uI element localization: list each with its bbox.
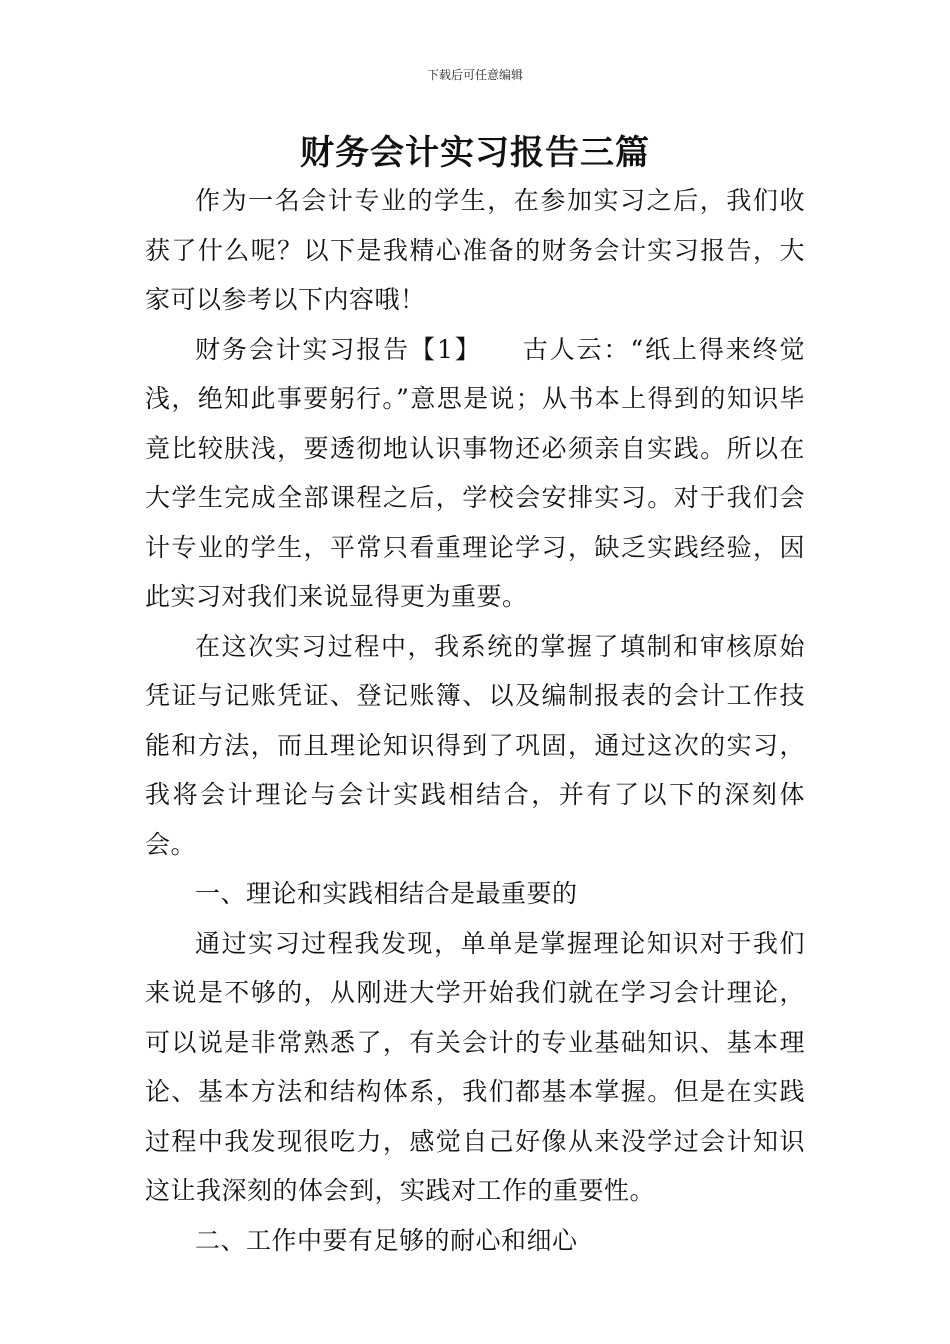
theory-practice-paragraph: 通过实习过程我发现，单单是掌握理论知识对于我们来说是不够的，从刚进大学开始我们就在学习会计理论，可以说是非常熟悉了，有关会计的专业基础知识、基本理论、基本方法和结构体系，我们都基本掌握。但是在实践过程中我发现很吃力，感觉自己好像从来没学过会计知识这让我深刻的体会到，实践对工作的重要性。	[145, 928, 805, 1205]
report-1-paragraph: 财务会计实习报告【1】 古人云：“纸上得来终觉浅，绝知此事要躬行。”意思是说；从书本上得到的知识毕竟比较肤浅，要透彻地认识事物还必须亲自实践。所以在大学生完成全部课程之后，学校会安排实习。对于我们会计专业的学生，平常只看重理论学习，缺乏实践经验，因此实习对我们来说显得更为重要。	[145, 334, 805, 611]
document-body	[145, 176, 805, 1265]
section-heading-2: 二、工作中要有足够的耐心和细心	[195, 1225, 578, 1255]
header-note: 下载后可任意编辑	[426, 68, 523, 82]
document-title: 财务会计实习报告三篇	[300, 133, 650, 173]
intro-paragraph: 作为一名会计专业的学生，在参加实习之后，我们收获了什么呢？以下是我精心准备的财务会计实习报告，大家可以参考以下内容哦！	[145, 186, 805, 314]
internship-process-paragraph: 在这次实习过程中，我系统的掌握了填制和审核原始凭证与记账凭证、登记账簿、以及编制报表的会计工作技能和方法，而且理论知识得到了巩固，通过这次的实习，我将会计理论与会计实践相结合，并有了以下的深刻体会。	[145, 631, 805, 859]
section-heading-1: 一、理论和实践相结合是最重要的	[195, 879, 578, 908]
